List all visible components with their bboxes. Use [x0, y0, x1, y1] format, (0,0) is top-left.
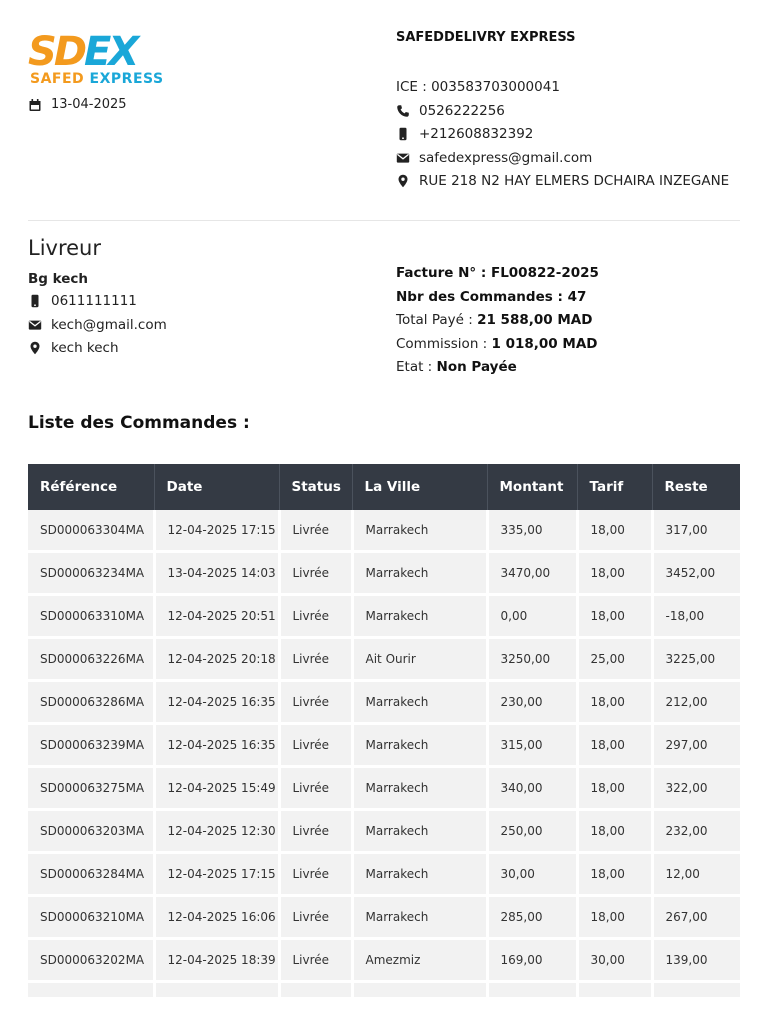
date-cell: 12-04-2025 16:35: [154, 681, 279, 724]
date-value: 13-04-2025: [51, 97, 127, 112]
table-row: [28, 552, 740, 595]
payment-status-label: Etat :: [396, 359, 437, 376]
reference-cell: SD000063210MA: [28, 896, 154, 939]
map-pin-icon: [396, 174, 410, 188]
reference-cell: SD000063203MA: [28, 810, 154, 853]
city-cell: Marrakech: [352, 767, 487, 810]
status-cell: Livrée: [279, 896, 352, 939]
logo-letters-ex: EX: [84, 29, 137, 75]
remaining-cell: 3452,00: [652, 552, 740, 595]
livreur-phone-row: [28, 290, 167, 314]
company-ice: ICE : 003583703000041: [396, 79, 560, 95]
livreur-email: kech@gmail.com: [51, 316, 167, 333]
company-email: safedexpress@gmail.com: [419, 149, 593, 166]
table-row: [28, 853, 740, 896]
city-cell: Marrakech: [352, 896, 487, 939]
remaining-cell: 232,00: [652, 810, 740, 853]
status-cell: Livrée: [279, 853, 352, 896]
date-cell: 13-04-2025 14:03: [154, 552, 279, 595]
orders-table: [28, 464, 740, 997]
status-cell: Livrée: [279, 595, 352, 638]
column-header: Tarif: [577, 464, 652, 510]
orders-list-heading: Liste des Commandes :: [28, 413, 250, 433]
document-date: [28, 97, 127, 112]
status-cell: Livrée: [279, 810, 352, 853]
remaining-cell: 12,00: [652, 853, 740, 896]
company-mobile: +212608832392: [419, 126, 534, 143]
commission-value: 1 018,00 MAD: [491, 335, 598, 352]
date-cell: 12-04-2025 16:06: [154, 896, 279, 939]
total-paid: [396, 309, 599, 333]
logo-letter-d: D: [53, 29, 85, 75]
table-row: [28, 724, 740, 767]
column-header: La Ville: [352, 464, 487, 510]
reference-cell: SD000063202MA: [28, 939, 154, 982]
table-header-row: [28, 464, 740, 510]
logo-tagline-right: EXPRESS: [89, 71, 164, 87]
remaining-cell: 3225,00: [652, 638, 740, 681]
remaining-cell: -18,00: [652, 595, 740, 638]
remaining-cell: 297,00: [652, 724, 740, 767]
amount-cell: 169,00: [487, 939, 577, 982]
livreur-phone: 0611111111: [51, 293, 137, 309]
reference-cell: SD000063275MA: [28, 767, 154, 810]
amount-cell: 30,00: [487, 853, 577, 896]
date-cell: 12-04-2025 17:15: [154, 853, 279, 896]
company-email-row: [396, 147, 756, 171]
status-cell: Livrée: [279, 681, 352, 724]
company-mobile-row: [396, 123, 756, 147]
payment-status: [396, 356, 599, 380]
tarif-cell: 25,00: [577, 638, 652, 681]
tarif-cell: 18,00: [577, 681, 652, 724]
orders-table-body: [28, 510, 740, 997]
company-address-row: [396, 170, 756, 194]
date-cell: 12-04-2025 20:18: [154, 638, 279, 681]
table-row-partial: [28, 982, 740, 998]
city-cell: Marrakech: [352, 853, 487, 896]
tarif-cell: 18,00: [577, 896, 652, 939]
logo-letter-s: S: [28, 29, 54, 75]
table-row: [28, 810, 740, 853]
empty-cell: [28, 982, 154, 998]
amount-cell: 3250,00: [487, 638, 577, 681]
amount-cell: 285,00: [487, 896, 577, 939]
map-pin-icon: [28, 341, 42, 355]
table-row: [28, 896, 740, 939]
payment-status-value: Non Payée: [436, 359, 517, 376]
livreur-address: kech kech: [51, 340, 119, 357]
city-cell: Marrakech: [352, 724, 487, 767]
total-paid-value: 21 588,00 MAD: [477, 312, 593, 329]
status-cell: Livrée: [279, 510, 352, 552]
amount-cell: 3470,00: [487, 552, 577, 595]
phone-icon: [396, 104, 410, 118]
city-cell: Marrakech: [352, 510, 487, 552]
date-cell: 12-04-2025 18:39: [154, 939, 279, 982]
company-name: SAFEDDELIVRY EXPRESS: [396, 30, 576, 45]
logo-mark: [28, 30, 136, 74]
orders-count-text: Nbr des Commandes : 47: [396, 288, 587, 305]
remaining-cell: 317,00: [652, 510, 740, 552]
reference-cell: SD000063284MA: [28, 853, 154, 896]
livreur-name: Bg kech: [28, 271, 89, 287]
invoice-summary: [396, 262, 599, 380]
company-phone: 0526222256: [419, 102, 505, 119]
remaining-cell: 212,00: [652, 681, 740, 724]
city-cell: Amezmiz: [352, 939, 487, 982]
tarif-cell: 18,00: [577, 853, 652, 896]
column-header: Référence: [28, 464, 154, 510]
envelope-icon: [396, 151, 410, 165]
date-cell: 12-04-2025 12:30: [154, 810, 279, 853]
remaining-cell: 322,00: [652, 767, 740, 810]
livreur-address-row: [28, 337, 167, 361]
remaining-cell: 267,00: [652, 896, 740, 939]
livreur-heading: Livreur: [28, 236, 101, 260]
amount-cell: 315,00: [487, 724, 577, 767]
city-cell: Ait Ourir: [352, 638, 487, 681]
envelope-icon: [28, 318, 42, 332]
company-logo: [28, 30, 178, 92]
date-cell: 12-04-2025 17:15: [154, 510, 279, 552]
date-cell: 12-04-2025 20:51: [154, 595, 279, 638]
company-phone-row: [396, 100, 756, 124]
amount-cell: 0,00: [487, 595, 577, 638]
empty-cell: [279, 982, 352, 998]
city-cell: Marrakech: [352, 810, 487, 853]
reference-cell: SD000063234MA: [28, 552, 154, 595]
tarif-cell: 18,00: [577, 767, 652, 810]
table-row: [28, 510, 740, 552]
tarif-cell: 18,00: [577, 595, 652, 638]
table-row: [28, 638, 740, 681]
column-header: Date: [154, 464, 279, 510]
table-row: [28, 681, 740, 724]
mobile-phone-icon: [28, 294, 42, 308]
tarif-cell: 18,00: [577, 810, 652, 853]
invoice-number-text: Facture N° : FL00822-2025: [396, 265, 599, 281]
empty-cell: [577, 982, 652, 998]
status-cell: Livrée: [279, 724, 352, 767]
city-cell: Marrakech: [352, 681, 487, 724]
tarif-cell: 30,00: [577, 939, 652, 982]
empty-cell: [487, 982, 577, 998]
amount-cell: 340,00: [487, 767, 577, 810]
column-header: Status: [279, 464, 352, 510]
city-cell: Marrakech: [352, 595, 487, 638]
amount-cell: 230,00: [487, 681, 577, 724]
company-info: [396, 30, 756, 194]
amount-cell: 250,00: [487, 810, 577, 853]
commission-label: Commission :: [396, 335, 492, 352]
calendar-icon: [28, 98, 42, 112]
status-cell: Livrée: [279, 939, 352, 982]
logo-tagline-left: SAFED: [30, 71, 85, 87]
livreur-email-row: [28, 314, 167, 338]
empty-cell: [154, 982, 279, 998]
date-cell: 12-04-2025 15:49: [154, 767, 279, 810]
status-cell: Livrée: [279, 552, 352, 595]
city-cell: Marrakech: [352, 552, 487, 595]
tarif-cell: 18,00: [577, 510, 652, 552]
empty-cell: [652, 982, 740, 998]
date-cell: 12-04-2025 16:35: [154, 724, 279, 767]
status-cell: Livrée: [279, 767, 352, 810]
reference-cell: SD000063239MA: [28, 724, 154, 767]
mobile-phone-icon: [396, 127, 410, 141]
total-paid-label: Total Payé :: [396, 312, 478, 329]
amount-cell: 335,00: [487, 510, 577, 552]
reference-cell: SD000063286MA: [28, 681, 154, 724]
invoice-number: [396, 262, 599, 286]
section-divider: [28, 220, 740, 221]
empty-cell: [352, 982, 487, 998]
orders-count: [396, 286, 599, 310]
reference-cell: SD000063310MA: [28, 595, 154, 638]
livreur-info: [28, 236, 167, 361]
company-address: RUE 218 N2 HAY ELMERS DCHAIRA INZEGANE: [419, 173, 730, 190]
logo-tagline: [30, 71, 164, 87]
table-row: [28, 767, 740, 810]
reference-cell: SD000063226MA: [28, 638, 154, 681]
column-header: Montant: [487, 464, 577, 510]
column-header: Reste: [652, 464, 740, 510]
commission: [396, 333, 599, 357]
reference-cell: SD000063304MA: [28, 510, 154, 552]
table-row: [28, 595, 740, 638]
tarif-cell: 18,00: [577, 552, 652, 595]
remaining-cell: 139,00: [652, 939, 740, 982]
table-row: [28, 939, 740, 982]
status-cell: Livrée: [279, 638, 352, 681]
tarif-cell: 18,00: [577, 724, 652, 767]
